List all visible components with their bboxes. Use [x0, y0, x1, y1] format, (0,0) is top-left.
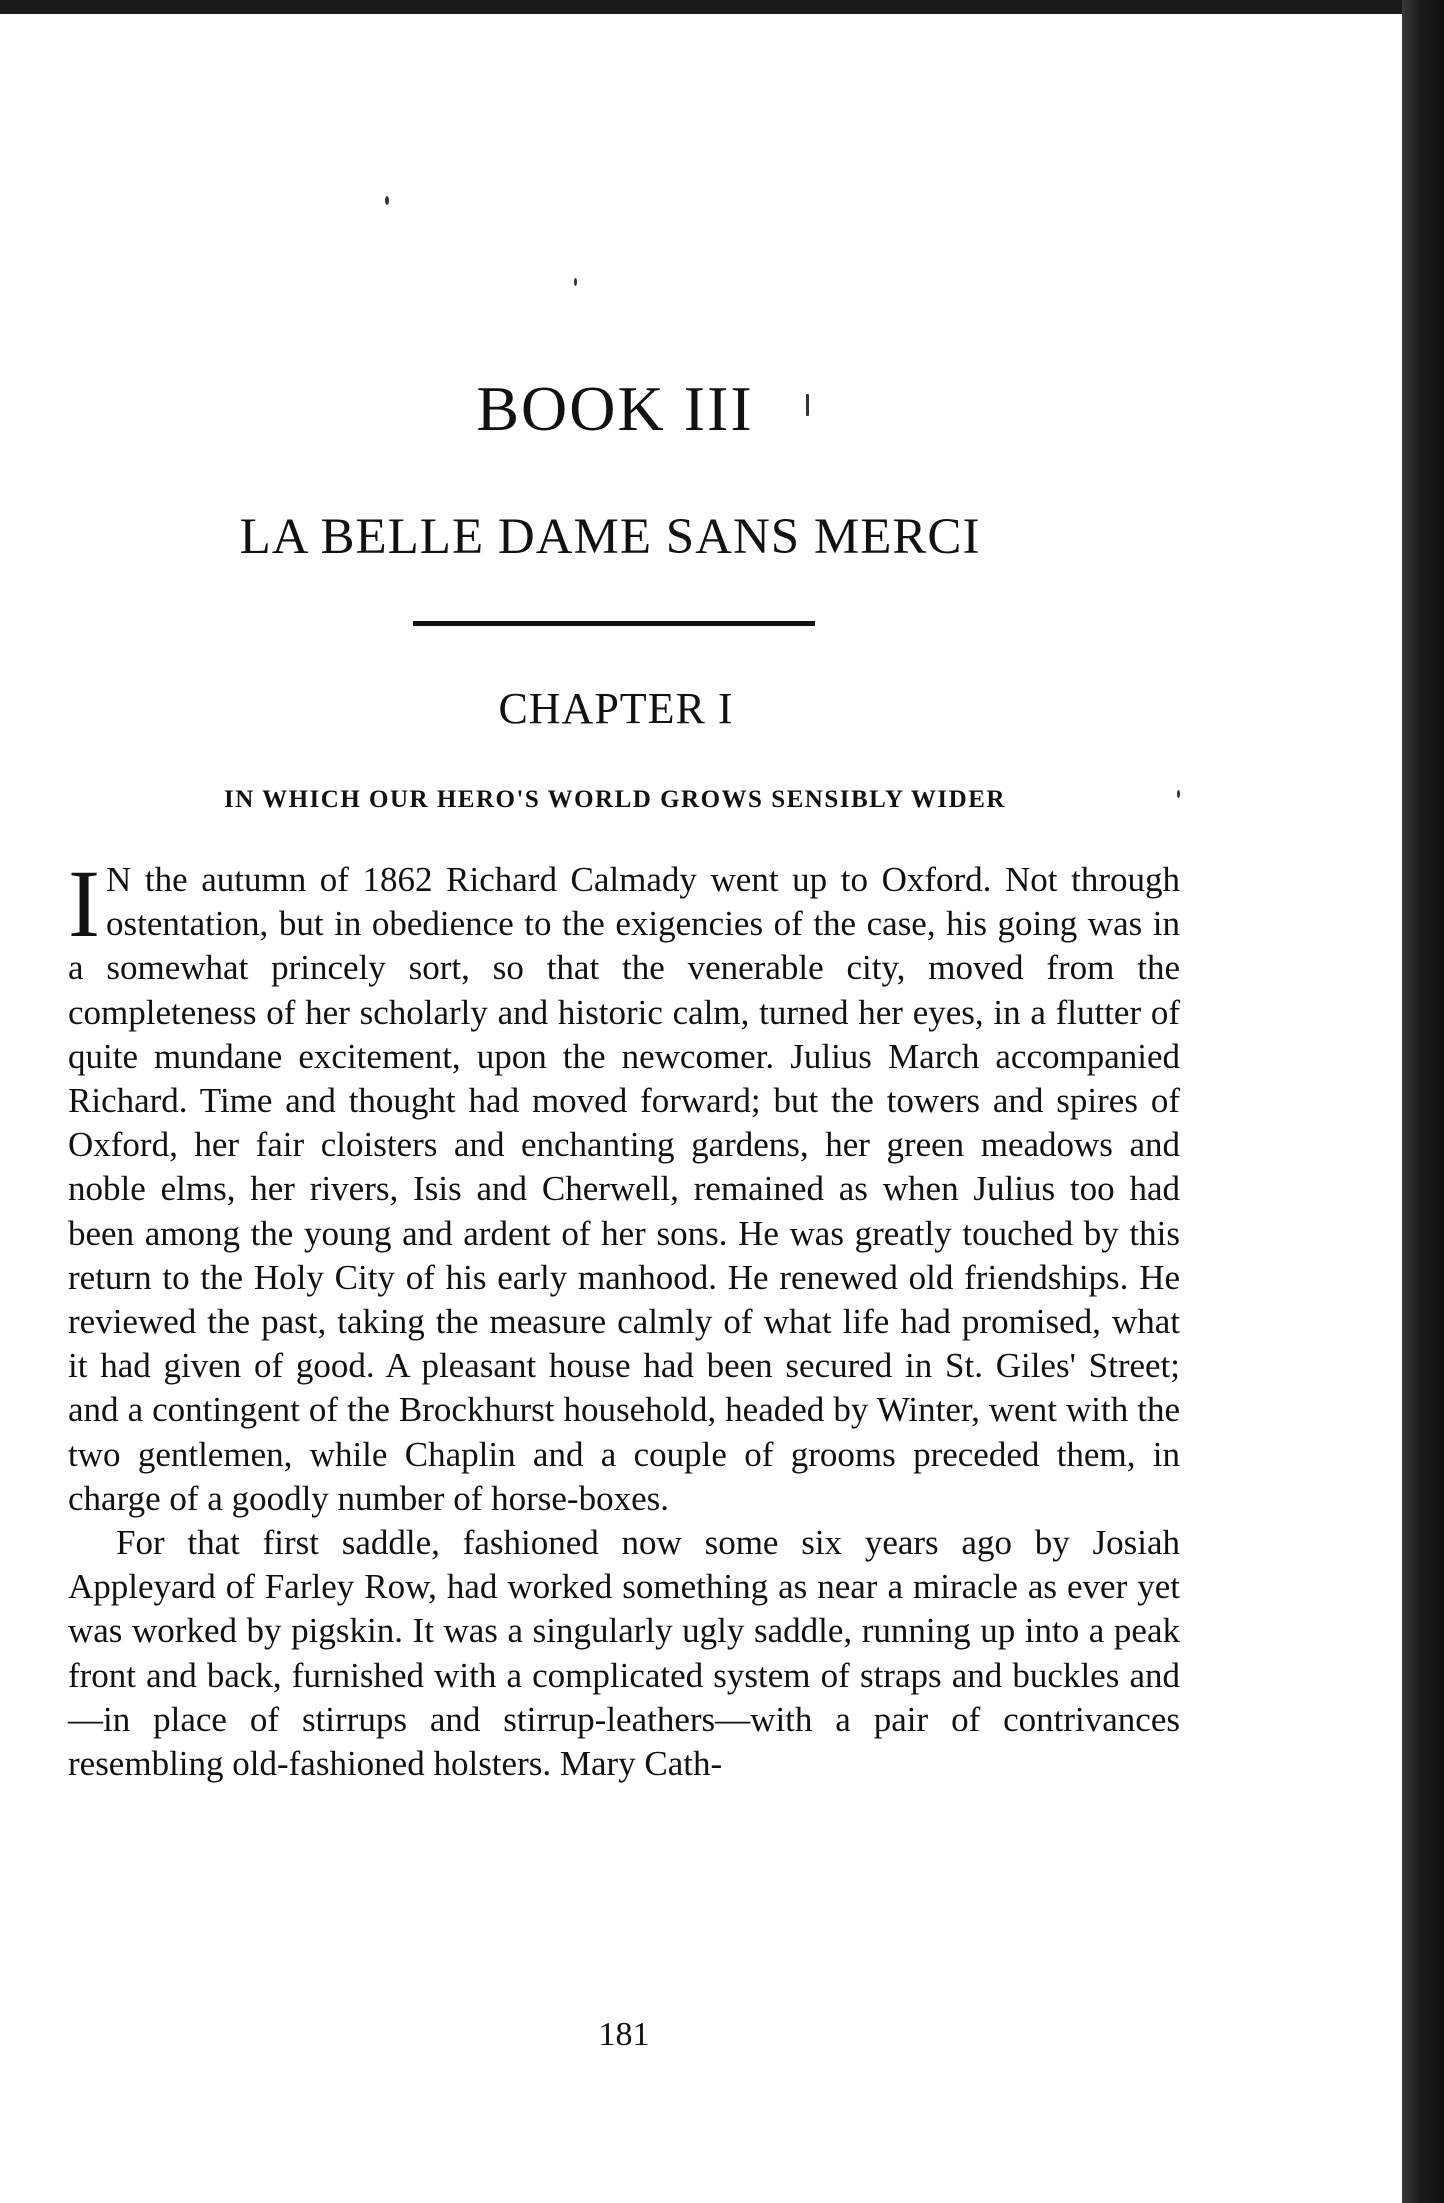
chapter-title: CHAPTER I	[498, 684, 734, 733]
scan-edge-right	[1402, 0, 1444, 2203]
chapter-subtitle: IN WHICH OUR HERO'S WORLD GROWS SENSIBLY WIDER	[224, 786, 1006, 813]
speck-mark	[1177, 790, 1180, 798]
speck-mark	[574, 278, 577, 286]
body-text	[68, 850, 1180, 1786]
drop-cap: I	[68, 850, 100, 957]
paragraph-1	[68, 850, 1180, 1521]
paragraph-2: For that first saddle, fashioned now some six years ago by Josiah Appleyard of Farley Row, had worked something as near a miracle as ever yet was worked by pigskin. It was a singularly ugly saddle, running up into a peak front and back, furnished with a complicated system of straps and buckles and —in place of stirrups and stirrup-leathers—with a pair of contrivances resembling old-fashioned holsters. Mary Cath-	[68, 1523, 1180, 1784]
page-number: 181	[598, 2016, 650, 2053]
speck-mark	[385, 196, 389, 205]
paragraph-1-text: N the autumn of 1862 Richard Calmady went up to Oxford. Not through ostentation, but in obedience to the exigencies of the case, his going was in a somewhat princely sort, so that the venerable city, moved from the completeness of her scholarly and historic calm, turned her eyes, in a flutter of quite mundane excitement, upon the newcomer. Julius March accompanied Richard. Time and thought had moved forward; but the towers and spires of Oxford, her fair cloisters and enchanting gardens, her green meadows and noble elms, her rivers, Isis and Cherwell, remained as when Julius too had been among the young and ardent of her sons. He was greatly touched by this return to the Holy City of his early manhood. He renewed old friendships. He reviewed the past, taking the measure calmly of what life had promised, what it had given of good. A pleasant house had been secured in St. Giles' Street; and a contingent of the Brockhurst household, headed by Winter, went with the two gentlemen, while Chaplin and a couple of grooms preceded them, in charge of a goodly number of horse-boxes.	[68, 860, 1180, 1518]
book-subtitle: LA BELLE DAME SANS MERCI	[239, 509, 981, 565]
scan-edge-top	[0, 0, 1444, 14]
title-rule	[413, 621, 815, 626]
book-title: BOOK III	[476, 373, 754, 444]
